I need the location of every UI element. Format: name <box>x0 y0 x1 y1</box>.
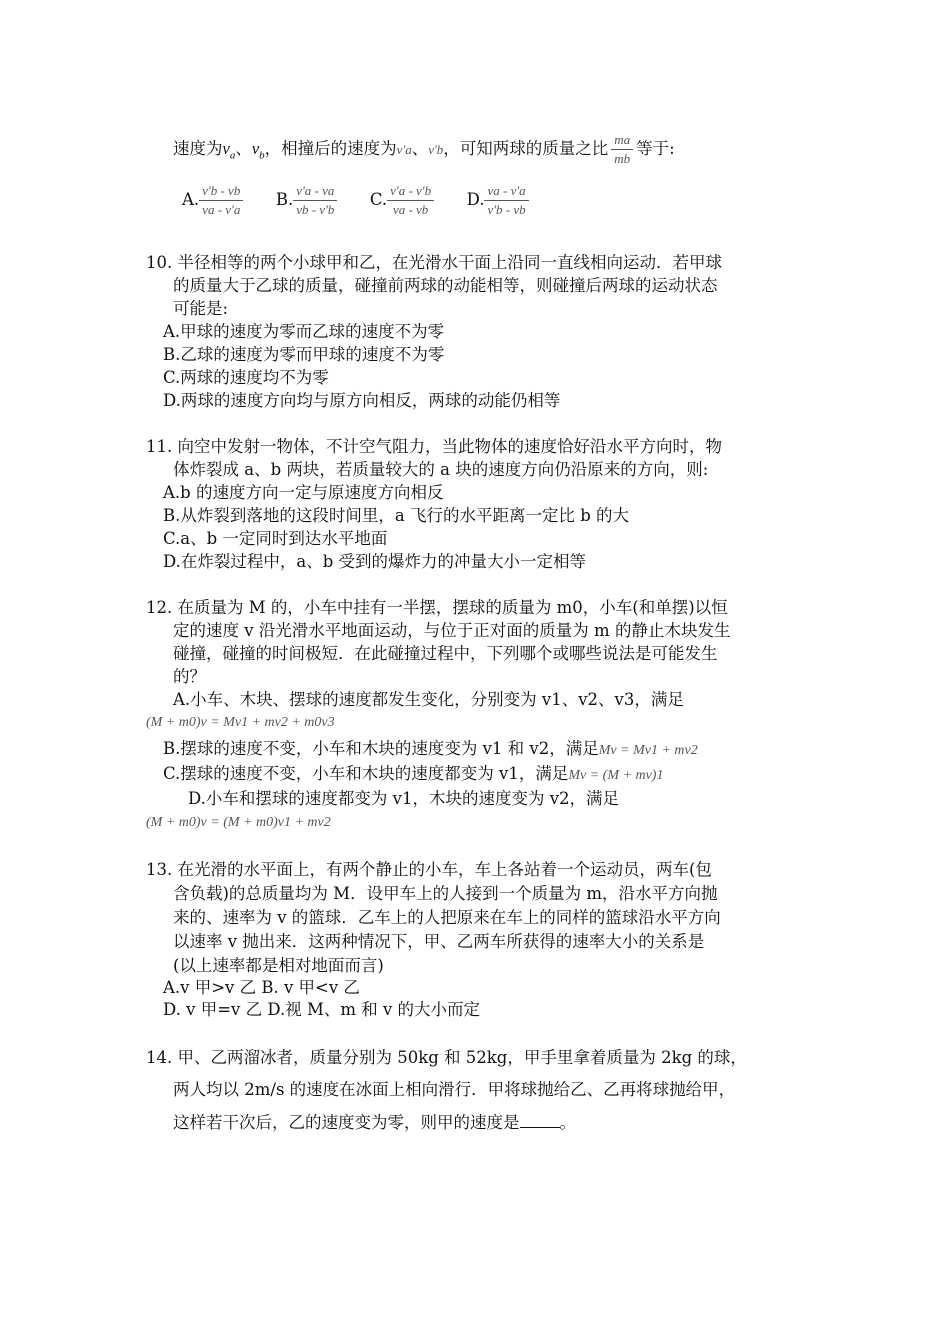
q12-option-b-equation: Mv = Mv1 + mv2 <box>598 743 698 758</box>
q12-line2: 定的速度 v 沿光滑水平地面运动，与位于正对面的质量为 m 的静止木块发生 <box>173 621 731 640</box>
q12-option-d-equation: (M + m0)v = (M + m0)v1 + mv2 <box>146 815 331 830</box>
q11-option-b: B.从炸裂到落地的这段时间里，a 飞行的水平距离一定比 b 的大 <box>163 506 630 525</box>
q12-option-d-text: D.小车和摆球的速度都变为 v1，木块的速度变为 v2，满足 <box>188 789 620 808</box>
q10-option-d: D.两球的速度方向均与原方向相反，两球的动能仍相等 <box>163 391 561 410</box>
q9-options <box>182 182 529 219</box>
q9-va: $v_a$ <box>222 139 236 162</box>
q12-line4: 的？ <box>173 667 206 686</box>
q9-option-d: D. $\frac{va - v'a}{v'b - vb}$ <box>467 190 529 209</box>
q12-option-a-equation: (M + m0)v = Mv1 + mv2 + m0v3 <box>146 715 335 730</box>
q12-line1: 12. 在质量为 M 的，小车中挂有一半摆，摆球的质量为 m0，小车(和单摆)以恒 <box>146 598 728 617</box>
q11-option-d: D.在炸裂过程中，a、b 受到的爆炸力的冲量大小一定相等 <box>163 552 587 571</box>
q9-option-a: A. $\frac{v'b - vb}{va - v'a}$ <box>182 190 243 209</box>
q12-option-b <box>163 737 698 763</box>
q11-option-c: C.a、b 一定同时到达水平地面 <box>163 529 388 548</box>
q12-option-c-text: C.摆球的速度不变，小车和木块的速度都变为 v1，满足 <box>163 764 569 783</box>
q11-line2: 体炸裂成 a、b 两块，若质量较大的 a 块的速度方向仍沿原来的方向，则: <box>173 460 709 479</box>
q12-option-c-equation: Mv = (M + mv)1 <box>568 768 664 783</box>
q9-vb: $v_b$ <box>251 139 265 162</box>
q13-options-cd: D. v 甲=v 乙 D.视 M、m 和 v 的大小而定 <box>163 1000 481 1019</box>
q12-line3: 碰撞，碰撞的时间极短．在此碰撞过程中，下列哪个或哪些说法是可能发生 <box>173 644 718 663</box>
q13-line2: 含负载)的总质量均为 M．设甲车上的人接到一个质量为 m，沿水平方向抛 <box>173 884 718 903</box>
q13-line1: 13. 在光滑的水平面上，有两个静止的小车，车上各站着一个运动员，两车(包 <box>146 860 712 879</box>
q10-line1: 10. 半径相等的两个小球甲和乙，在光滑水干面上沿同一直线相向运动．若甲球 <box>146 253 722 272</box>
q10-line3: 可能是: <box>173 299 229 318</box>
q10-option-c: C.两球的速度均不为零 <box>163 368 329 387</box>
q9-vb-prime: v'b <box>428 142 444 157</box>
q10-line2: 的质量大于乙球的质量，碰撞前两球的动能相等，则碰撞后两球的运动状态 <box>173 276 718 295</box>
q14-answer-blank[interactable] <box>520 1111 560 1128</box>
q10-option-b: B.乙球的速度为零而甲球的速度不为零 <box>163 345 445 364</box>
q9-option-d-frac: $\frac{va - v'a}{v'b - vb}$ <box>484 182 528 219</box>
q9-option-c-frac: $\frac{v'a - v'b}{va - vb}$ <box>387 182 434 219</box>
q14-line3 <box>173 1111 576 1135</box>
q11-line1: 11. 向空中发射一物体，不计空气阻力，当此物体的速度恰好沿水平方向时，物 <box>146 437 722 456</box>
q9-text-b: ，相撞后的速度为 <box>264 139 397 158</box>
q9-text-c: ，可知两球的质量之比 <box>443 139 609 158</box>
q14-line3-text: 这样若干次后，乙的速度变为零，则甲的速度是 <box>173 1113 520 1132</box>
q13-line3: 来的、速率为 v 的篮球．乙车上的人把原来在车上的同样的篮球沿水平方向 <box>173 908 721 927</box>
q9-option-b: B. $\frac{v'a - va}{vb - v'b}$ <box>276 190 338 209</box>
q12-option-b-text: B.摆球的速度不变，小车和木块的速度变为 v1 和 v2，满足 <box>163 739 599 758</box>
q9-option-a-frac: $\frac{v'b - vb}{va - v'a}$ <box>199 182 243 219</box>
q9-text-d: 等于: <box>636 139 675 158</box>
q13-line4: 以速率 v 抛出来．这两种情况下，甲、乙两车所获得的速率大小的关系是 <box>173 932 705 951</box>
q9-option-c: C. $\frac{v'a - v'b}{va - vb}$ <box>370 190 434 209</box>
q13-options-ab: A.v 甲>v 乙 B. v 甲<v 乙 <box>163 978 360 997</box>
q9-sep1: 、 <box>235 139 252 158</box>
q12-option-a-text: A.小车、木块、摆球的速度都发生变化，分别变为 v1、v2、v3，满足 <box>173 690 684 709</box>
q10-option-a: A.甲球的速度为零而乙球的速度不为零 <box>163 322 445 341</box>
q11-option-a: A.b 的速度方向一定与原速度方向相反 <box>163 483 444 502</box>
q14-line2: 两人均以 2m/s 的速度在冰面上相向滑行．甲将球抛给乙、乙再将球抛给甲， <box>173 1080 736 1099</box>
q14-line1: 14. 甲、乙两溜冰者，质量分别为 50kg 和 52kg，甲手里拿着质量为 2kg 的球， <box>146 1048 747 1067</box>
q9-line1 <box>173 131 675 168</box>
q13-line5: (以上速率都是相对地面而言) <box>173 956 384 975</box>
q9-sep2: 、 <box>411 139 429 158</box>
q9-mass-ratio: $\frac{ma}{mb}$ <box>611 131 633 168</box>
q9-text-a: 速度为 <box>173 139 223 158</box>
q14-line3-end: 。 <box>559 1113 576 1132</box>
q12-option-c <box>163 762 663 788</box>
q9-option-b-frac: $\frac{v'a - va}{vb - v'b}$ <box>293 182 337 219</box>
q9-va-prime: v'a <box>396 142 412 157</box>
